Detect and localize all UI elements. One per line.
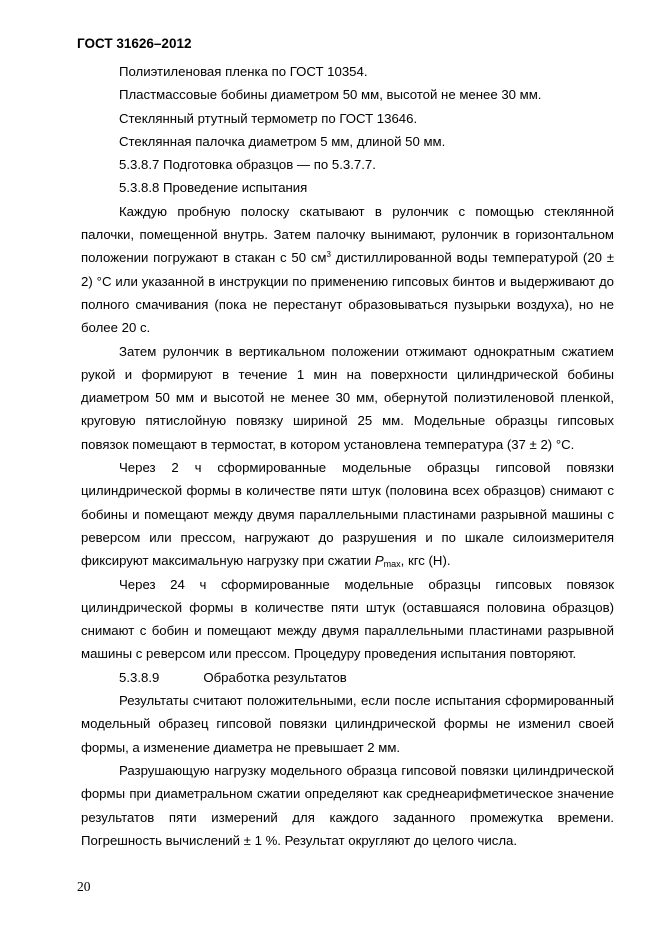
variable-p: P (374, 553, 384, 569)
section-title: Обработка результатов (203, 669, 347, 685)
paragraph-results-positive: Результаты считают положительными, если после испытания сформированный модельный образец гипсовой повязки цилиндрической формы не изменил своей формы, а изменение диаметра не превышает 2 мм. (81, 693, 614, 755)
section-number: 5.3.8.9 (119, 669, 160, 685)
paragraph-2h-test: Через 2 ч сформированные модельные образцы гипсовой повязки цилиндрической формы в количестве пяти штук (половина всех образцов) снимают с бобины и помещают между двумя параллельными пластинами разрывной машины с реверсом или прессом, нагружают до разрушения и по шкале силоизмерителя фиксируют максимальную нагрузку при сжатии $P_{max}$, кгс (Н). (81, 460, 614, 570)
page-number: 20 (77, 879, 91, 894)
item-polyethylene-film: Полиэтиленовая пленка по ГОСТ 10354. (119, 64, 368, 79)
paragraph-rolling: Каждую пробную полоску скатывают в рулончик с помощью стеклянной палочки, помещенной внутрь. Затем палочку вынимают, рулончик в горизонтальном положении погружают в стакан с 50 $см^3$ дистиллированной воды температурой (20 ± 2) °С или указанной в инструкции по применению гипсовых бинтов и выдерживают до полного смачивания (пока не перестанут образовываться пузырьки воздуха), но не более 20 с. (81, 203, 615, 336)
paragraph-breaking-load: Разрушающую нагрузку модельного образца гипсовой повязки цилиндрической формы при диаметральном сжатии определяют как среднеарифметическое значение результатов пяти измерений для каждого заданного промежутка времени. Погрешность вычислений ± 1 %. Результат округляют до целого числа. (81, 762, 614, 848)
subscript-max: max (383, 559, 401, 570)
document-body (81, 60, 614, 852)
clause-5-3-8-7: 5.3.8.7 Подготовка образцов — по 5.3.7.7. (119, 157, 376, 173)
paragraph-forming: Затем рулончик в вертикальном положении отжимают однократным сжатием рукой и формируют в течение 1 мин на поверхности цилиндрической бобины диаметром 50 мм и высотой не менее 30 мм, обернутой полиэтиленовой пленкой, круговую пятислойную повязку шириной 25 мм. Модельные образцы гипсовых повязок помещают в термостат, в котором установлена температура (37 ± 2) °С. (81, 343, 614, 452)
item-glass-rod: Стеклянная палочка диаметром 5 мм, длиной 50 мм. (119, 133, 446, 149)
item-plastic-bobbins: Пластмассовые бобины диаметром 50 мм, высотой не менее 30 мм. (119, 87, 542, 103)
clause-5-3-8-8: 5.3.8.8 Проведение испытания (119, 180, 308, 196)
superscript-3: 3 (326, 250, 331, 260)
document-header: ГОСТ 31626–2012 (77, 36, 192, 51)
item-thermometer: Стеклянный ртутный термометр по ГОСТ 13646. (119, 110, 418, 126)
paragraph-24h-test: Через 24 ч сформированные модельные образцы гипсовых повязок цилиндрической формы в количестве пяти штук (оставшаяся половина образцов) снимают с бобин и помещают между двумя параллельными пластинами разрывной машины с реверсом или прессом. Процедуру проведения испытания повторяют. (81, 576, 614, 662)
section-heading (81, 666, 614, 689)
